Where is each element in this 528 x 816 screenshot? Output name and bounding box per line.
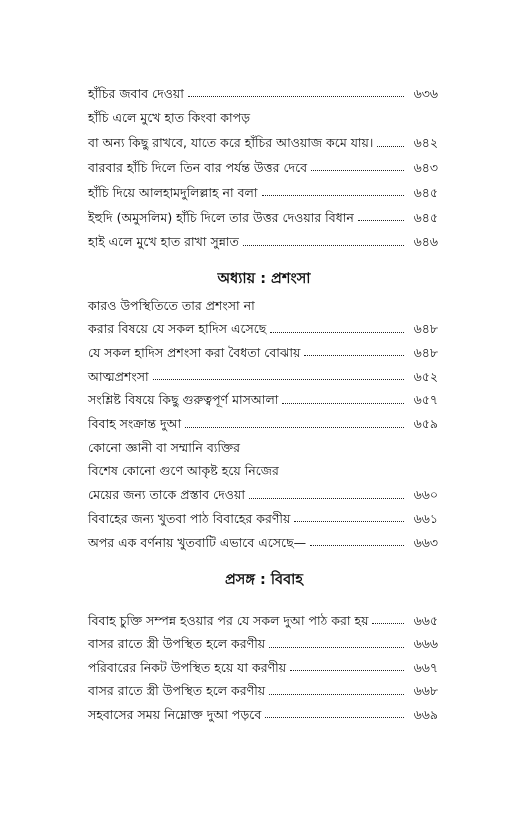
toc-entry-title: মেয়ের জন্য তাকে প্রস্তাব দেওয়া	[88, 487, 245, 503]
dot-leader	[294, 521, 404, 522]
toc-entry-title: বিশেষ কোনো গুণে আকৃষ্ট হয়ে নিজের	[88, 463, 279, 479]
toc-entry	[88, 103, 438, 125]
toc-entry-page-number: ৬৪৮	[413, 344, 438, 360]
toc-entry-title: কারও উপস্থিতিতে তার প্রশংসা না	[88, 297, 255, 313]
dot-leader	[265, 717, 404, 718]
toc-entry	[88, 385, 438, 407]
dot-leader	[243, 245, 404, 246]
chapter-heading-praise: অধ্যায় : প্রশংসা	[217, 271, 311, 287]
toc-entry-title: সহবাসের সময় নিম্নোক্ত দুআ পড়বে	[88, 706, 262, 722]
toc-entry	[88, 152, 438, 174]
toc-entry	[88, 128, 438, 150]
dot-leader	[262, 195, 405, 196]
toc-entry-page-number: ৬৬৫	[413, 612, 438, 628]
toc-entry	[88, 361, 438, 383]
dot-leader	[153, 379, 404, 380]
dot-leader	[311, 170, 404, 171]
toc-entry	[88, 527, 438, 549]
toc-entry-title: হাঁচির জবাব দেওয়া	[88, 85, 184, 101]
toc-entry-page-number: ৬৪২	[413, 135, 438, 151]
toc-entry-page-number: ৬৬১	[413, 510, 438, 526]
toc-entry-title: ইহুদি (অমুসলিম) হাঁচি দিলে তার উত্তর দেওয়ার বিধান	[88, 209, 354, 225]
dot-leader	[185, 427, 404, 428]
toc-entry-title: বারবার হাঁচি দিলে তিন বার পর্যন্ত উত্তর দেবে	[88, 159, 308, 175]
chapter-heading-marriage: প্রসঙ্গ : বিবাহ	[224, 572, 304, 588]
dot-leader	[249, 498, 404, 499]
dot-leader	[269, 694, 404, 695]
toc-entry-page-number: ৬৩৬	[413, 85, 438, 101]
toc-entry-title: হাঁচি দিয়ে আলহামদুলিল্লাহ না বলা	[88, 184, 258, 200]
dot-leader	[310, 545, 404, 546]
toc-entry-title: বা অন্য কিছু রাখবে, যাতে করে হাঁচির আওয়াজ কমে যায়।	[88, 135, 374, 151]
dot-leader	[358, 220, 404, 221]
toc-entry-page-number: ৬৫৭	[413, 392, 438, 408]
toc-entry	[88, 652, 438, 674]
toc-entry-title: করার বিষয়ে যে সকল হাদিস এসেছে	[88, 321, 267, 337]
toc-entry-page-number: ৬৪৩	[413, 159, 438, 175]
dot-leader	[377, 146, 404, 147]
toc-entry-page-number: ৬৪৬	[413, 234, 438, 250]
toc-entry	[88, 629, 438, 651]
toc-entry-page-number: ৬৬৯	[413, 706, 438, 722]
dot-leader	[304, 355, 404, 356]
toc-entry-page-number: ৬৪৫	[413, 209, 438, 225]
toc-entry	[88, 177, 438, 199]
toc-entry-title: বাসর রাতে স্ত্রী উপস্থিত হলে করণীয়	[88, 636, 266, 651]
toc-entry	[88, 605, 438, 627]
toc-entry	[88, 409, 438, 431]
dot-leader	[269, 647, 404, 648]
toc-entry-title: পরিবারের নিকট উপস্থিত হয়ে যা করণীয়	[88, 659, 287, 675]
toc-entry-page-number: ৬৬০	[413, 487, 438, 503]
toc-entry-title: যে সকল হাদিস প্রশংসা করা বৈধতা বোঝায়	[88, 344, 301, 360]
toc-entry-page-number: ৬৫২	[413, 368, 438, 384]
toc-entry-title: বিবাহ সংক্রান্ত দুআ	[88, 416, 182, 431]
toc-entry	[88, 699, 438, 721]
toc-entry	[88, 290, 438, 312]
toc-entry	[88, 227, 438, 249]
toc-entry-page-number: ৬৬৮	[413, 683, 438, 698]
toc-entry	[88, 432, 438, 454]
toc-entry-page-number: ৬৬৩	[413, 534, 438, 550]
toc-entry-title: হাঁচি এলে মুখে হাত কিংবা কাপড়	[88, 110, 251, 126]
dot-leader	[290, 670, 404, 671]
toc-entry-title: হাই এলে মুখে হাত রাখা সুন্নাত	[88, 234, 239, 250]
toc-entry-title: অপর এক বর্ণনায় খুতবাটি এভাবে এসেছে—	[88, 534, 307, 550]
toc-entry-title: বাসর রাতে স্ত্রী উপস্থিত হলে করণীয়	[88, 683, 266, 698]
dot-leader	[372, 623, 404, 624]
toc-entry-title: কোনো জ্ঞানী বা সম্মানি ব্যক্তির	[88, 439, 241, 455]
toc-entry-page-number: ৬৫৯	[413, 416, 438, 431]
toc-entry	[88, 480, 438, 502]
toc-entry-title: বিবাহের জন্য খুতবা পাঠ বিবাহের করণীয়	[88, 510, 291, 526]
dot-leader	[270, 332, 404, 333]
toc-entry-title: বিবাহ চুক্তি সম্পন্ন হওয়ার পর যে সকল দুআ পাঠ করা হয়	[88, 612, 369, 628]
toc-entry	[88, 456, 438, 478]
toc-entry	[88, 676, 438, 698]
toc-entry-title: আত্মপ্রশংসা	[88, 368, 149, 384]
toc-entry-page-number: ৬৬৭	[413, 659, 438, 675]
toc-entry	[88, 503, 438, 525]
toc-entry-page-number: ৬৪৫	[413, 184, 438, 200]
dot-leader	[282, 403, 404, 404]
dot-leader	[188, 96, 404, 97]
toc-entry	[88, 314, 438, 336]
toc-entry	[88, 78, 438, 100]
toc-entry-title: সংশ্লিষ্ট বিষয়ে কিছু গুরুত্বপূর্ণ মাসআলা	[88, 392, 279, 408]
toc-entry-page-number: ৬৪৮	[413, 321, 438, 337]
toc-entry-page-number: ৬৬৬	[413, 636, 438, 651]
toc-entry	[88, 202, 438, 224]
toc-entry	[88, 337, 438, 359]
